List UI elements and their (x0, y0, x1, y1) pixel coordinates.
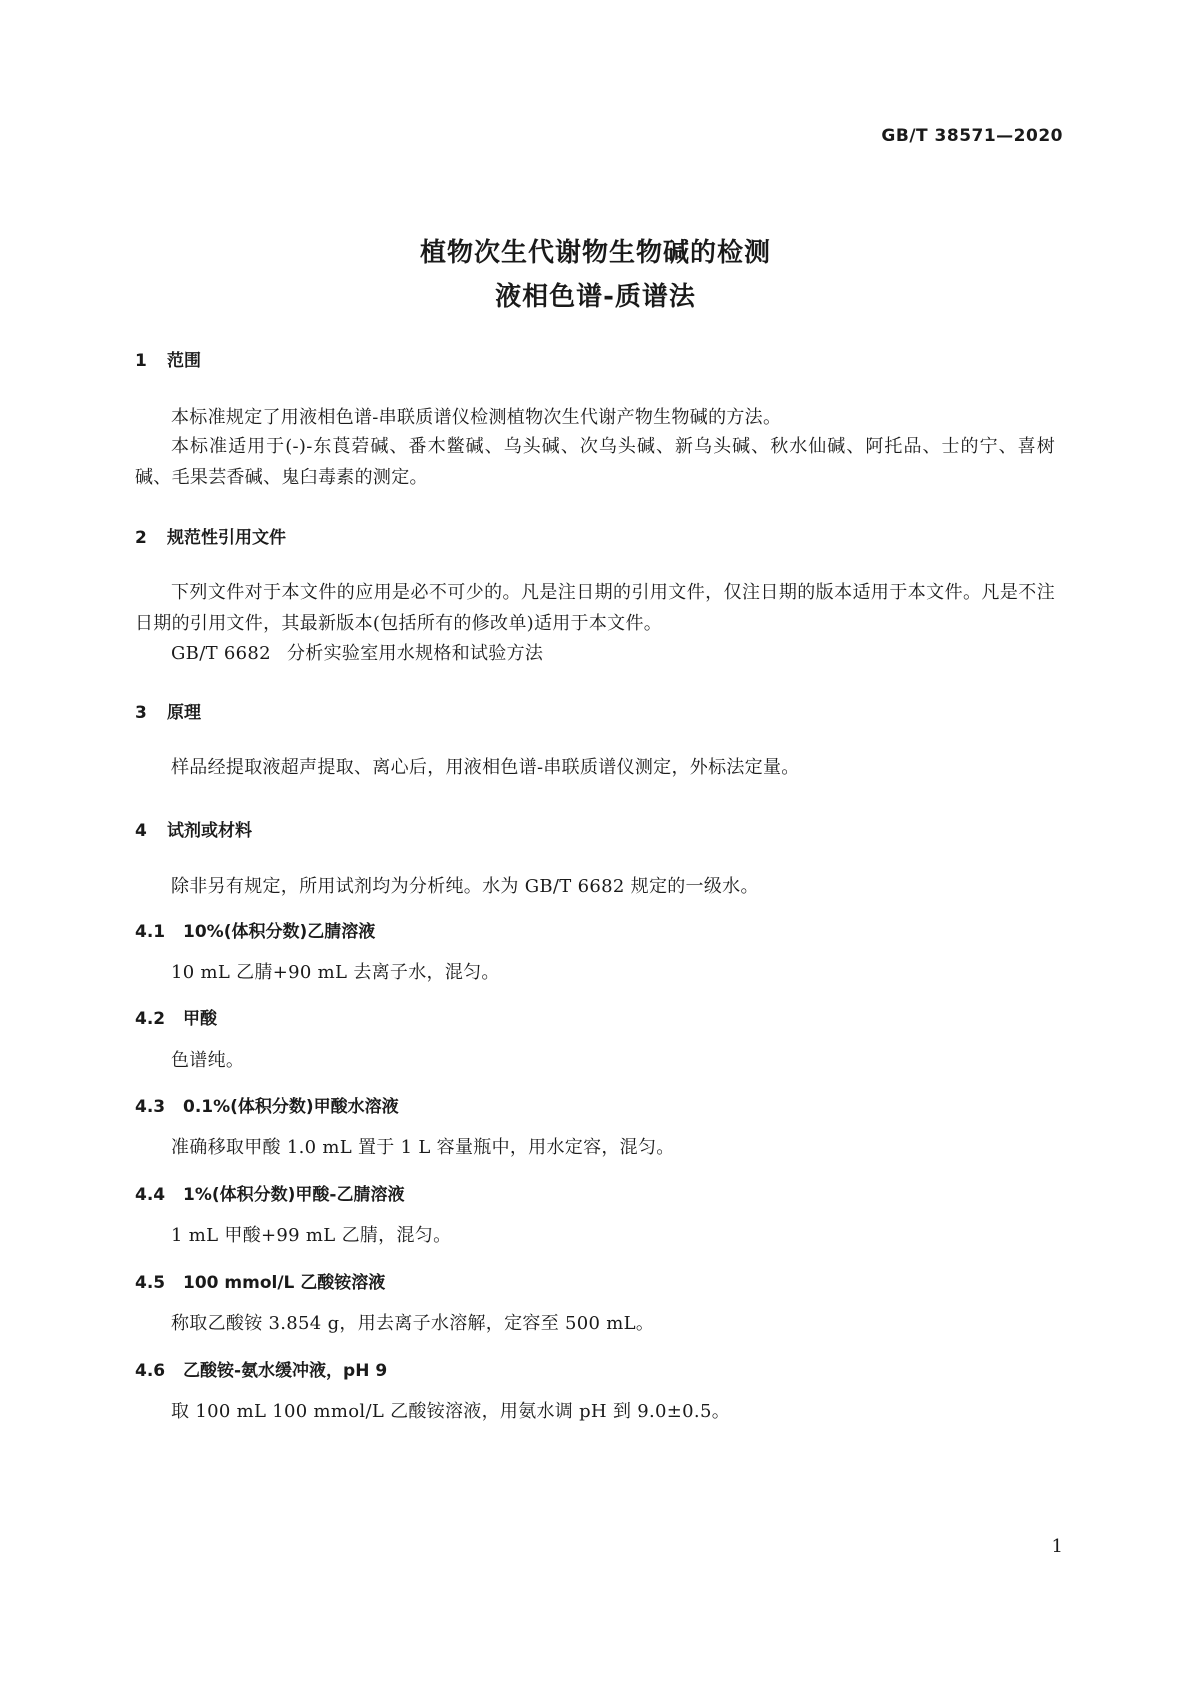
normative-reference (171, 639, 543, 665)
subsection-4-4-heading (135, 1180, 404, 1205)
section-4-paragraph-1: 除非另有规定，所用试剂均为分析纯。水为 GB/T 6682 规定的一级水。 (171, 876, 759, 897)
section-4-heading (135, 816, 252, 841)
subsection-title: 10%(体积分数)乙腈溶液 (183, 922, 376, 942)
section-title: 原理 (167, 703, 201, 723)
reference-title: 分析实验室用水规格和试验方法 (287, 643, 544, 664)
subsection-number: 4.2 (135, 1009, 166, 1029)
section-1-paragraph-2: 本标准适用于(-)-东莨菪碱、番木鳖碱、乌头碱、次乌头碱、新乌头碱、秋水仙碱、阿托品、士的宁、喜树碱、毛果芸香碱、鬼臼毒素的测定。 (135, 436, 1055, 488)
section-2-paragraph-1: 下列文件对于本文件的应用是必不可少的。凡是注日期的引用文件，仅注日期的版本适用于本文件。凡是不注日期的引用文件，其最新版本(包括所有的修改单)适用于本文件。 (135, 582, 1055, 634)
section-number: 1 (135, 351, 147, 371)
subsection-title: 1%(体积分数)甲酸-乙腈溶液 (183, 1185, 405, 1205)
subsection-title: 0.1%(体积分数)甲酸水溶液 (183, 1097, 399, 1117)
subsection-4-6-text: 取 100 mL 100 mmol/L 乙酸铵溶液，用氨水调 pH 到 9.0±0.5。 (171, 1401, 731, 1422)
subsection-number: 4.1 (135, 922, 166, 942)
document-title-line-1: 植物次生代谢物生物碱的检测 (419, 238, 771, 268)
subsection-number: 4.4 (135, 1185, 166, 1205)
subsection-4-2-heading (135, 1004, 217, 1029)
subsection-number: 4.3 (135, 1097, 166, 1117)
subsection-title: 100 mmol/L 乙酸铵溶液 (183, 1273, 386, 1293)
section-title: 规范性引用文件 (167, 528, 286, 548)
subsection-4-1-text: 10 mL 乙腈+90 mL 去离子水，混匀。 (171, 962, 500, 983)
reference-code: GB/T 6682 (171, 643, 271, 664)
subsection-4-5-heading (135, 1268, 385, 1293)
subsection-4-6-heading (135, 1356, 387, 1381)
subsection-number: 4.6 (135, 1361, 166, 1381)
subsection-4-3-text: 准确移取甲酸 1.0 mL 置于 1 L 容量瓶中，用水定容，混匀。 (171, 1137, 675, 1158)
subsection-4-4-text: 1 mL 甲酸+99 mL 乙腈，混匀。 (171, 1225, 452, 1246)
subsection-title: 乙酸铵-氨水缓冲液，pH 9 (183, 1361, 388, 1381)
subsection-4-1-heading (135, 917, 375, 942)
section-number: 3 (135, 703, 147, 723)
section-number: 2 (135, 528, 147, 548)
subsection-4-3-heading (135, 1092, 399, 1117)
section-1-paragraph-1: 本标准规定了用液相色谱-串联质谱仪检测植物次生代谢产物生物碱的方法。 (171, 407, 782, 428)
standard-code: GB/T 38571—2020 (881, 126, 1063, 146)
section-title: 试剂或材料 (167, 821, 252, 841)
section-3-paragraph-1: 样品经提取液超声提取、离心后，用液相色谱-串联质谱仪测定，外标法定量。 (171, 757, 800, 778)
section-1-heading (135, 346, 201, 371)
subsection-title: 甲酸 (183, 1009, 217, 1029)
subsection-4-2-text: 色谱纯。 (171, 1050, 245, 1071)
section-3-heading (135, 698, 201, 723)
document-title-line-2: 液相色谱-质谱法 (495, 282, 696, 312)
subsection-number: 4.5 (135, 1273, 166, 1293)
page-number: 1 (1051, 1536, 1063, 1557)
subsection-4-5-text: 称取乙酸铵 3.854 g，用去离子水溶解，定容至 500 mL。 (171, 1313, 655, 1334)
section-2-heading (135, 523, 286, 548)
section-title: 范围 (167, 351, 201, 371)
section-number: 4 (135, 821, 147, 841)
